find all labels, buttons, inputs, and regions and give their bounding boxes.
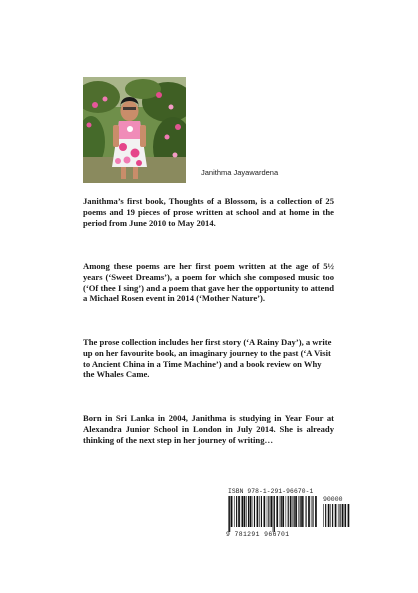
barcode-bar [273, 496, 274, 532]
barcode-bar [306, 496, 307, 527]
barcode-bar [330, 504, 331, 527]
photo-caption: Janithma Jayawardena [201, 168, 279, 177]
barcode-bar [335, 504, 337, 527]
barcode-bar [295, 496, 297, 527]
barcode-bar [244, 496, 246, 527]
author-photo [83, 77, 186, 183]
barcode-digits: 9 781291 966701 [226, 531, 290, 538]
barcode-bar [242, 496, 243, 527]
barcode-bar [264, 496, 266, 527]
barcode-bar [248, 496, 249, 527]
barcode-bar [290, 496, 292, 527]
barcode-bar [300, 496, 301, 527]
barcode-bar [229, 496, 230, 532]
barcode-price-code: 90000 [323, 496, 343, 503]
barcode-bar [345, 504, 346, 527]
barcode-bar [281, 496, 282, 527]
barcode-bar [238, 496, 240, 527]
barcode-bar [340, 504, 341, 527]
barcode-bar [348, 504, 350, 527]
barcode-bar [338, 504, 339, 527]
barcode-bar [267, 496, 268, 527]
barcode-bar [332, 504, 333, 527]
isbn-barcode [224, 487, 352, 541]
isbn-label: ISBN 978-1-291-96670-1 [228, 488, 314, 495]
barcode-bar [325, 504, 326, 527]
barcode-bar [270, 496, 272, 527]
barcode-bar [246, 496, 247, 527]
barcode-bar [282, 496, 284, 527]
barcode-bar [308, 496, 310, 527]
barcode-bar [293, 496, 294, 527]
barcode-bar [286, 496, 287, 527]
barcode-addon-bars [323, 504, 351, 532]
barcode-bar [234, 496, 235, 527]
paragraph-author-bio: Born in Sri Lanka in 2004, Janithma is studying in Year Four at Alexandra Junior School in London in July 2014. She is already thinking of the next step in her journey of writing… [83, 413, 334, 445]
barcode-bar [294, 496, 295, 527]
barcode-bar [252, 496, 253, 527]
barcode-bars [228, 496, 319, 532]
paragraph-first-book: Janithma’s first book, Thoughts of a Blossom, is a collection of 25 poems and 19 pieces of prose written at school and at home in the period from June 2010 to May 2014. [83, 196, 334, 228]
barcode-bar [303, 496, 304, 527]
barcode-bar [328, 504, 330, 527]
paragraph-prose: The prose collection includes her first story (‘A Rainy Day’), a write up on her favourite book, an imaginary journey to the past (‘A Visit to Ancient China in a Time Machine’) and a book review on Why the Whales Came. [83, 337, 332, 380]
barcode-bar [298, 496, 299, 527]
barcode-bar [280, 496, 281, 527]
barcode-bar [301, 496, 303, 527]
barcode-bar [312, 496, 313, 527]
barcode-bar [259, 496, 260, 527]
barcode-bar [254, 496, 255, 527]
barcode-bar [241, 496, 242, 527]
barcode-bar [257, 496, 259, 527]
barcode-bar [261, 496, 262, 527]
barcode-bar [323, 504, 324, 527]
barcode-bar [250, 496, 252, 527]
barcode-bar [288, 496, 289, 527]
barcode-bar [268, 496, 269, 527]
barcode-bar [342, 504, 344, 527]
barcode-bar [276, 496, 278, 527]
barcode-bar [228, 496, 229, 532]
barcode-bar [311, 496, 312, 527]
barcode-bar [315, 496, 317, 527]
barcode-bar [344, 504, 345, 527]
barcode-bar [231, 496, 233, 527]
paragraph-poems: Among these poems are her first poem written at the age of 5½ years (‘Sweet Dreams’), a poem for which she composed music too (‘Of thee I sing’) and a poem that gave her the opportunity to attend a Michael Rosen event in 2014 (‘Mother Nature’). [83, 261, 334, 304]
barcode-bar [236, 496, 237, 527]
barcode-bar [274, 496, 275, 532]
